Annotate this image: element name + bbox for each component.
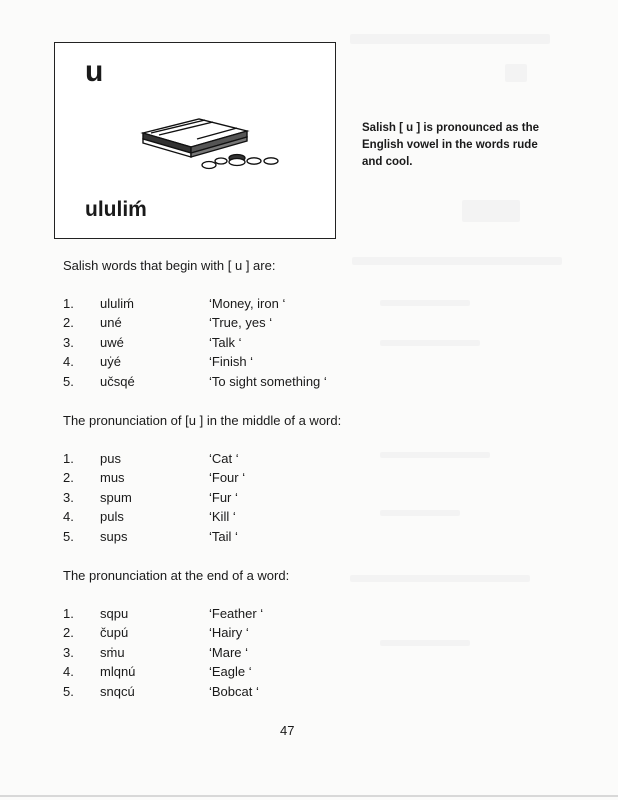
english-gloss: ‘True, yes ‘ <box>209 315 273 331</box>
card-letter: u <box>85 55 104 88</box>
bleed-through-4 <box>352 257 562 265</box>
item-number: 1. <box>63 606 74 621</box>
bleed-through-1 <box>350 34 550 44</box>
item-number: 4. <box>63 354 74 370</box>
item-number: 1. <box>63 451 74 466</box>
english-gloss: ‘Hairy ‘ <box>209 625 249 641</box>
english-gloss: ‘Money, iron ‘ <box>209 296 286 311</box>
english-gloss: ‘Eagle ‘ <box>209 664 252 680</box>
bleed-through-5 <box>380 300 470 306</box>
pronunciation-note: Salish [ u ] is pronounced as the English vowel in the words rude and cool. <box>362 122 539 168</box>
item-number: 3. <box>63 334 74 350</box>
bleed-through-8 <box>380 510 460 516</box>
salish-word: puls <box>100 509 124 525</box>
section-heading-initial: Salish words that begin with [ u ] are: <box>63 258 276 273</box>
item-number: 4. <box>63 509 74 525</box>
money-illustration <box>137 101 287 173</box>
english-gloss: ‘Four ‘ <box>209 470 246 486</box>
salish-word: uné <box>100 315 122 331</box>
english-gloss: ‘Bobcat ‘ <box>209 683 259 699</box>
salish-word: čupú <box>100 625 129 641</box>
english-gloss: ‘Tail ‘ <box>209 528 238 544</box>
bleed-through-2 <box>505 64 527 82</box>
bleed-through-3 <box>462 200 520 222</box>
card-word: ululiḿ <box>85 198 147 221</box>
item-number: 2. <box>63 470 74 486</box>
salish-word: mlqnú <box>100 664 136 680</box>
item-number: 1. <box>63 296 74 311</box>
bleed-through-10 <box>380 640 470 646</box>
salish-word: uwé <box>100 334 124 350</box>
bleed-through-9 <box>350 575 530 582</box>
page-number: 47 <box>280 723 295 738</box>
bleed-through-7 <box>380 452 490 458</box>
english-gloss: ‘To sight something ‘ <box>209 373 327 389</box>
english-gloss: ‘Mare ‘ <box>209 644 249 660</box>
english-gloss: ‘Talk ‘ <box>209 334 242 350</box>
salish-word: spum <box>100 489 132 505</box>
letter-card <box>54 42 336 239</box>
salish-word: snqcú <box>100 683 135 699</box>
salish-word: mus <box>100 470 125 486</box>
item-number: 5. <box>63 373 74 389</box>
page-edge-divider <box>0 795 618 797</box>
english-gloss: ‘Fur ‘ <box>209 489 238 505</box>
english-gloss: ‘Cat ‘ <box>209 451 239 466</box>
item-number: 2. <box>63 315 74 331</box>
item-number: 5. <box>63 683 74 699</box>
english-gloss: ‘Feather ‘ <box>209 606 264 621</box>
item-number: 3. <box>63 644 74 660</box>
salish-word: ululiḿ <box>100 296 134 311</box>
section-heading-middle: The pronunciation of [u ] in the middle of a word: <box>63 413 342 428</box>
salish-word: sqpu <box>100 606 129 621</box>
english-gloss: ‘Finish ‘ <box>209 354 254 370</box>
section-heading-end: The pronunciation at the end of a word: <box>63 568 290 583</box>
salish-word: sṁu <box>100 644 125 660</box>
banknote-stack-icon <box>143 119 247 157</box>
salish-word: učsqé <box>100 373 135 389</box>
item-number: 2. <box>63 625 74 641</box>
bleed-through-6 <box>380 340 480 346</box>
coins-icon <box>202 155 278 169</box>
salish-word: uẏé <box>100 354 121 370</box>
salish-word: pus <box>100 451 121 466</box>
item-number: 5. <box>63 528 74 544</box>
item-number: 4. <box>63 664 74 680</box>
english-gloss: ‘Kill ‘ <box>209 509 236 525</box>
item-number: 3. <box>63 489 74 505</box>
salish-word: sups <box>100 528 128 544</box>
